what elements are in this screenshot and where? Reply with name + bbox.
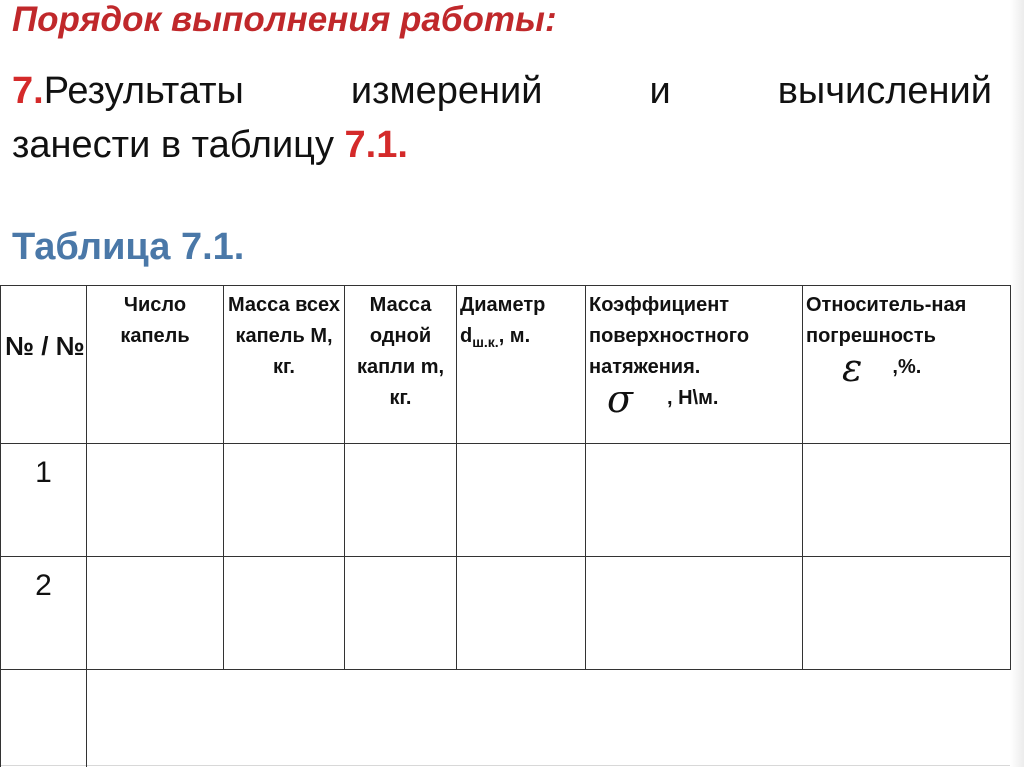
word-measurements: измерений — [350, 70, 543, 112]
table-bottom-cell — [1, 670, 87, 767]
results-table — [0, 285, 1011, 767]
table-cell — [87, 557, 224, 670]
table-reference: 7.1. — [344, 124, 408, 166]
header-cell-coefficient — [586, 286, 803, 444]
header-coefficient-label: Коэффициент поверхностного натяжения. — [589, 294, 750, 378]
step-number: 7. — [12, 70, 44, 112]
instruction-paragraph — [12, 64, 992, 172]
slide-heading: Порядок выполнения работы: — [12, 0, 557, 39]
table-cell — [586, 444, 803, 557]
header-diameter-subscript: ш.к. — [472, 334, 499, 350]
table-cell — [586, 557, 803, 670]
table-bottom-area — [1, 670, 1011, 767]
header-cell-relative-error — [803, 286, 1011, 444]
header-cell-drops — [87, 286, 224, 444]
word-results: Результаты — [43, 70, 244, 112]
table-cell — [345, 557, 457, 670]
header-coefficient-unit: , Н\м. — [666, 387, 719, 409]
row-number: 2 — [35, 569, 52, 602]
instruction-line-2 — [12, 118, 992, 172]
table-cell — [803, 557, 1011, 670]
table-cell — [224, 444, 345, 557]
epsilon-symbol: ε — [842, 345, 863, 390]
table-cell — [345, 444, 457, 557]
header-mass-one-label: Масса одной капли m, кг. — [356, 294, 445, 409]
table-cell — [87, 444, 224, 557]
header-number-label: № / № — [5, 331, 85, 361]
row-number-cell — [1, 444, 87, 557]
header-relative-error — [803, 286, 1010, 390]
table-caption: Таблица 7.1. — [12, 226, 245, 268]
instruction-first-word — [12, 64, 244, 118]
header-diameter — [457, 286, 585, 358]
table-cell — [457, 444, 586, 557]
header-cell-mass-one — [345, 286, 457, 444]
sigma-symbol: σ — [607, 376, 633, 421]
instruction-line-1 — [12, 64, 992, 118]
instruction-line-2-text: занести в таблицу — [12, 124, 345, 166]
table-header-row — [1, 286, 1011, 444]
word-calculations: вычислений — [777, 70, 992, 112]
slide-edge-shadow — [1010, 0, 1024, 767]
header-cell-diameter — [457, 286, 586, 444]
table-cell — [224, 557, 345, 670]
header-cell-mass-all — [224, 286, 345, 444]
header-cell-number — [1, 286, 87, 444]
header-diameter-label: Диаметр d — [460, 294, 546, 347]
header-diameter-unit: , м. — [498, 325, 531, 347]
table-cell — [803, 444, 1011, 557]
table-cell — [457, 557, 586, 670]
header-relative-error-unit: ,%. — [892, 356, 922, 378]
header-drops-label: Число капель — [120, 294, 190, 347]
table-row — [1, 444, 1011, 557]
header-mass-all-label: Масса всех капель М, кг. — [227, 294, 341, 378]
table-bottom-blank — [87, 670, 1011, 767]
word-and: и — [649, 70, 671, 112]
row-number: 1 — [35, 456, 52, 489]
row-number-cell — [1, 557, 87, 670]
header-relative-error-label: Относитель-ная погрешность — [806, 294, 967, 347]
header-coefficient — [586, 286, 802, 421]
table-row — [1, 557, 1011, 670]
